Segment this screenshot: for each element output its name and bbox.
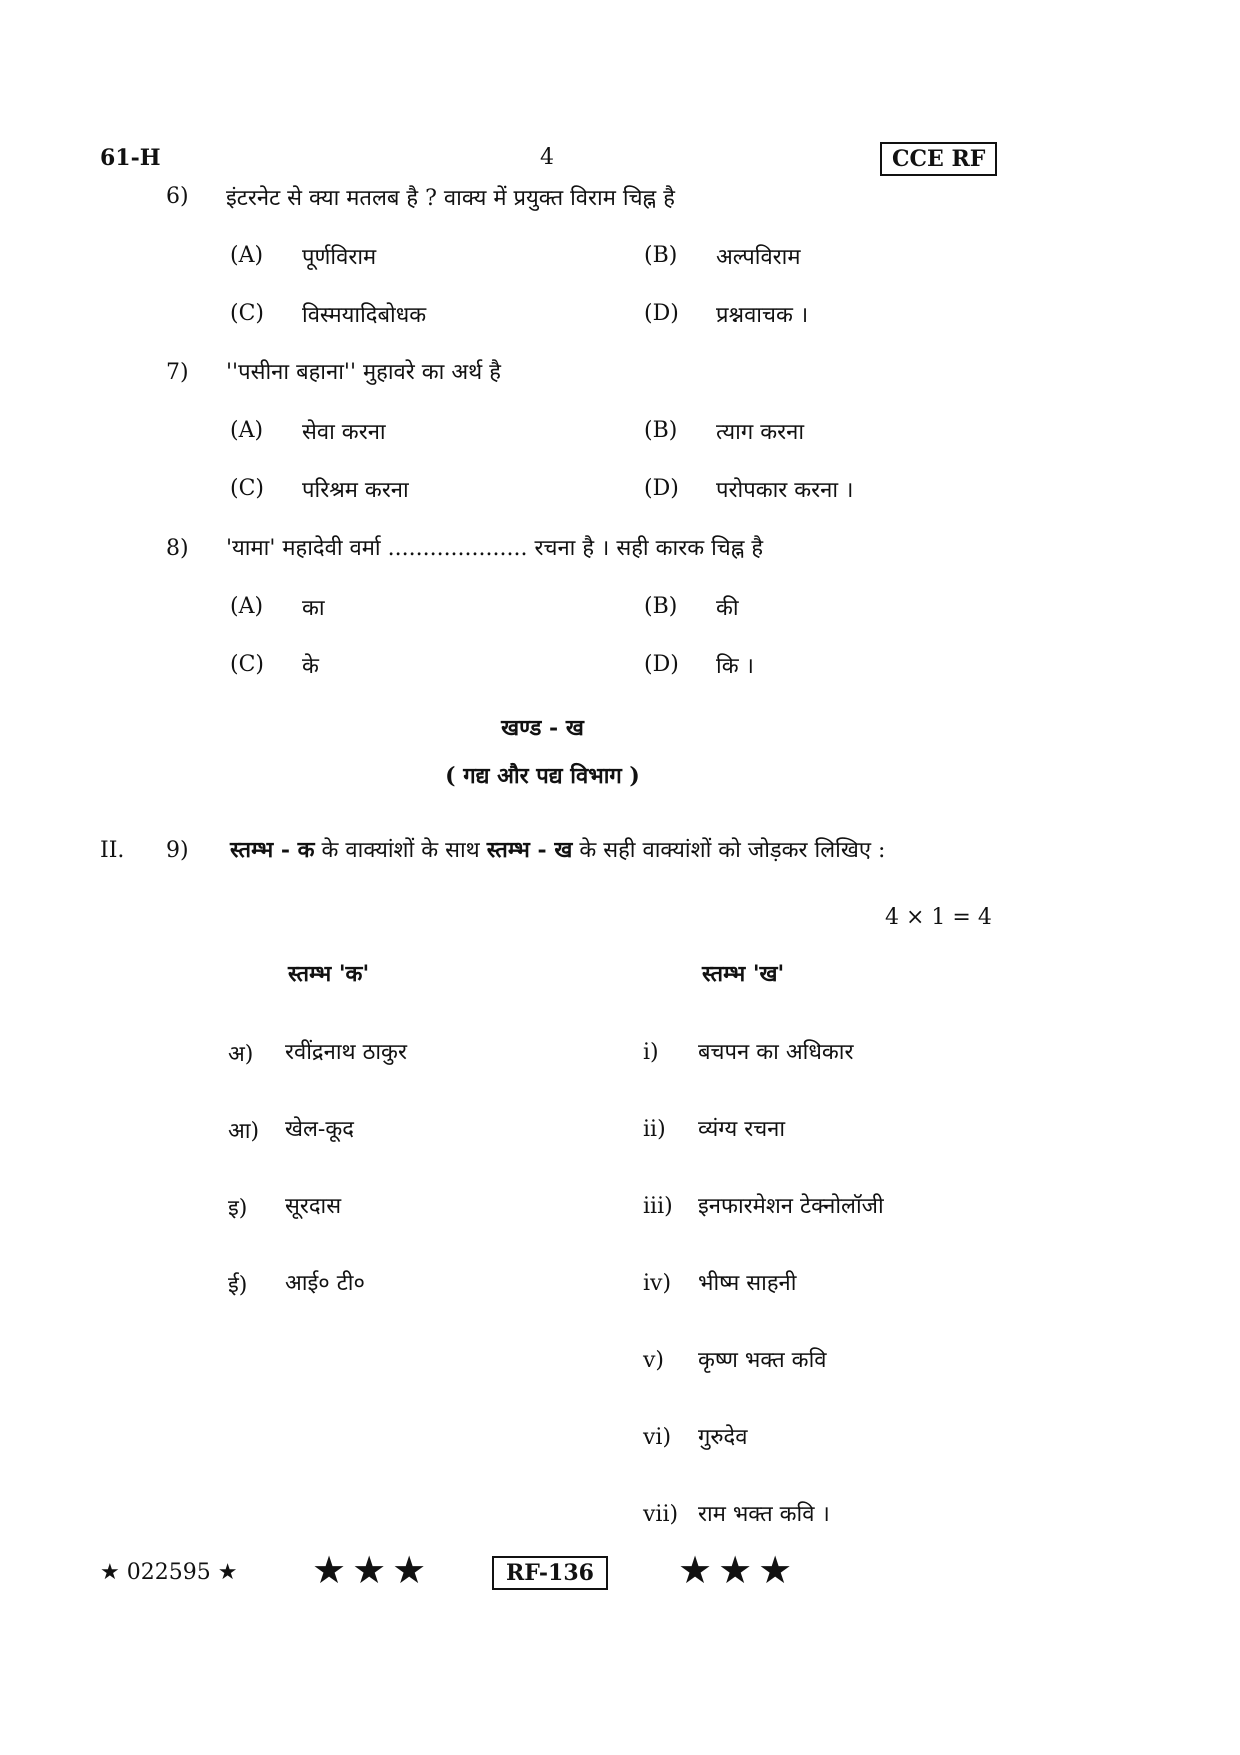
- column-a-label: अ): [228, 1042, 254, 1067]
- column-a-item: खेल-कूद: [285, 1117, 354, 1142]
- column-b-label: iii): [643, 1194, 673, 1219]
- option-text: परोपकार करना ।: [716, 478, 854, 503]
- option-label: (C): [230, 476, 264, 501]
- option-text: कि ।: [716, 654, 754, 679]
- column-b-label: ii): [643, 1117, 666, 1142]
- option-text: प्रश्नवाचक ।: [716, 303, 809, 328]
- column-b-item: व्यंग्य रचना: [698, 1117, 786, 1142]
- column-b-item: कृष्ण भक्त कवि: [698, 1348, 827, 1373]
- column-b-label: vii): [643, 1502, 679, 1527]
- question-number: 7): [166, 360, 189, 385]
- option-text: सेवा करना: [302, 420, 386, 445]
- column-b-item: बचपन का अधिकार: [698, 1040, 854, 1065]
- paper-code-box: RF-136: [492, 1556, 608, 1590]
- column-b-label: i): [643, 1040, 659, 1065]
- option-text: की: [716, 596, 739, 621]
- option-label: (D): [644, 476, 679, 501]
- option-text: अल्पविराम: [716, 245, 801, 270]
- booklet-serial: ★ 022595 ★: [100, 1560, 238, 1585]
- option-text: का: [302, 596, 325, 621]
- page-number: 4: [540, 145, 554, 170]
- question-number: 8): [166, 536, 189, 561]
- column-b-item: इनफारमेशन टेक्नोलॉजी: [698, 1194, 884, 1219]
- star-icon-group: ★★★: [678, 1548, 799, 1592]
- option-label: (D): [644, 301, 679, 326]
- question-number: 9): [166, 838, 189, 863]
- column-b-item: भीष्म साहनी: [698, 1271, 797, 1296]
- column-b-item: राम भक्त कवि ।: [698, 1502, 830, 1527]
- option-text: विस्मयादिबोधक: [302, 303, 427, 328]
- question-number: 6): [166, 184, 189, 209]
- paper-code: 61-H: [100, 145, 161, 171]
- exam-tag-box: CCE RF: [880, 142, 997, 176]
- question-text: ''पसीना बहाना'' मुहावरे का अर्थ है: [226, 360, 501, 385]
- option-text: त्याग करना: [716, 420, 805, 445]
- option-label: (B): [644, 243, 678, 268]
- column-a-label: ई): [228, 1273, 248, 1298]
- option-label: (B): [644, 418, 678, 443]
- column-b-heading: स्तम्भ 'ख': [702, 961, 785, 987]
- option-label: (C): [230, 301, 264, 326]
- column-a-label: इ): [228, 1196, 248, 1221]
- column-a-item: सूरदास: [285, 1194, 342, 1219]
- column-b-label: v): [643, 1348, 665, 1373]
- column-a-heading: स्तम्भ 'क': [288, 961, 370, 987]
- column-b-label: vi): [643, 1425, 672, 1450]
- section-title: खण्ड - ख: [501, 715, 584, 741]
- column-a-item: आई० टी०: [285, 1271, 365, 1296]
- star-icon-group: ★★★: [312, 1548, 433, 1592]
- option-label: (C): [230, 652, 264, 677]
- option-label: (A): [230, 594, 264, 619]
- section-roman-numeral: II.: [100, 838, 125, 863]
- option-text: परिश्रम करना: [302, 478, 409, 503]
- question-text-part: के सही वाक्यांशों को जोड़कर लिखिए :: [572, 838, 886, 863]
- option-label: (A): [230, 418, 264, 443]
- option-label: (B): [644, 594, 678, 619]
- question-text: इंटरनेट से क्या मतलब है ? वाक्य में प्रयुक्त विराम चिह्न है: [226, 186, 675, 211]
- marks-allocation: 4 × 1 = 4: [885, 905, 992, 930]
- question-text: 'यामा' महादेवी वर्मा .................... रचना है । सही कारक चिह्न है: [226, 536, 764, 561]
- section-subtitle: ( गद्य और पद्य विभाग ): [445, 763, 640, 789]
- column-a-item: रवींद्रनाथ ठाकुर: [285, 1040, 407, 1065]
- option-label: (A): [230, 243, 264, 268]
- option-text: के: [302, 654, 319, 679]
- column-a-label: आ): [228, 1119, 260, 1144]
- column-b-ref: स्तम्भ - ख: [486, 837, 573, 863]
- option-label: (D): [644, 652, 679, 677]
- column-b-item: गुरुदेव: [698, 1425, 748, 1450]
- column-b-label: iv): [643, 1271, 672, 1296]
- question-text-part: के वाक्यांशों के साथ: [314, 838, 487, 863]
- option-text: पूर्णविराम: [302, 245, 377, 270]
- column-a-ref: स्तम्भ - क: [230, 837, 315, 863]
- question-text: [230, 834, 885, 864]
